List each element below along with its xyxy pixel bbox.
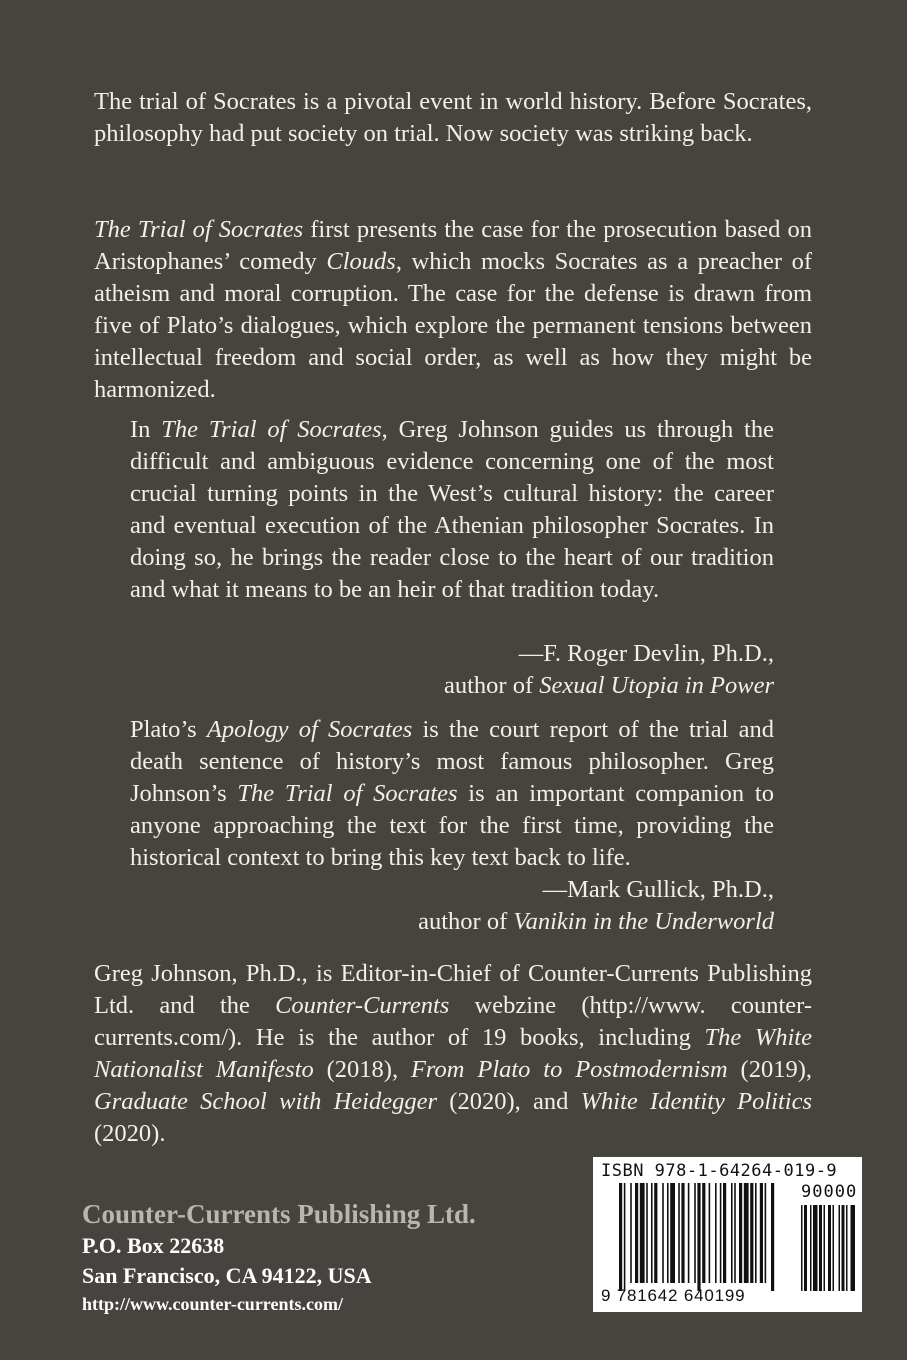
barcode-bar [670,1183,675,1283]
addon-bar [839,1205,841,1291]
blurb2-attribution-book: Vanikin in the Underworld [513,908,774,935]
bio-book-2: From Plato to Postmodernism [410,1056,728,1083]
barcode-bar [694,1183,696,1283]
bio-book-4: White Identity Politics [580,1088,813,1115]
barcode-bar [697,1183,700,1291]
barcode-bar [765,1183,767,1283]
publisher-url[interactable]: http://www.counter-currents.com/ [82,1294,343,1314]
barcode-bar [678,1183,680,1283]
isbn-label: ISBN 978-1-64264-019-9 [601,1161,838,1181]
blurb1-prefix: In [130,416,162,443]
blurb2-prefix: Plato’s [130,716,207,743]
summary-text-2: , which mocks Socrates as a preacher of atheism and moral corruption. The case for the defense is drawn from five of Plato’s dialogues, which explore the permanent tensions between intellectual freedom and social order, as well as how they might be harmonized. [94,248,812,403]
barcode-bar [750,1183,753,1283]
book-title-italic: The Trial of Socrates [94,216,304,243]
bio-book-1: The White Nationalist Manifesto [94,1024,812,1083]
blurb1-attribution [130,638,774,702]
barcode-bar [760,1183,763,1283]
ean-digits: 9 781642 640199 [601,1286,746,1305]
blurb2-attribution-book-line [130,906,774,938]
publisher-address-1: P.O. Box 22638 [82,1233,225,1258]
barcode-bar [739,1183,742,1283]
addon-bar [846,1205,848,1291]
addon-bar [819,1205,822,1291]
barcode-bar [715,1183,717,1283]
addon-bar [824,1205,826,1291]
addon-bar [851,1205,856,1291]
barcode-bar [734,1183,736,1283]
barcode-bar [688,1183,690,1283]
barcode-bar [624,1183,626,1291]
barcode-bar [654,1183,657,1283]
barcode-bar [651,1183,653,1283]
barcode-bar [640,1183,645,1283]
barcode-bar [619,1183,622,1291]
summary-text-1: first presents the case for the prosecution based on Aristophanes’ comedy [94,216,812,275]
barcode-bar [723,1183,726,1283]
barcode-bar [720,1183,722,1283]
blurb1-attribution-name: —F. Roger Devlin, Ph.D., [518,640,774,667]
addon-bar [813,1205,818,1291]
blurb2-text-1: is the court report of the trial and death sentence of history’s most famous philosopher. Greg Johnson’s [130,716,775,807]
addon-bar [842,1205,845,1291]
blurb-devlin [130,414,774,606]
barcode-bar [709,1183,711,1283]
bio-text-6: (2020). [94,1120,166,1147]
blurb1-attribution-prefix: author of [443,672,540,699]
blurb2-attribution [130,874,774,938]
publisher-block [82,1197,476,1317]
publisher-name: Counter-Currents Publishing Ltd. [82,1199,476,1229]
barcode-bar [744,1183,749,1283]
barcode-bar [731,1183,733,1283]
publisher-address-2: San Francisco, CA 94122, USA [82,1263,372,1288]
barcode-bar [755,1183,757,1283]
bio-text-5: (2020), and [437,1088,581,1115]
barcode-bar [681,1183,684,1283]
bio-book-3: Graduate School with Heidegger [94,1088,438,1115]
blurb-gullick [130,714,774,874]
blurb2-attribution-name: —Mark Gullick, Ph.D., [542,876,774,903]
barcode-bar [630,1183,632,1283]
bio-text-2: webzine (http://www. counter-currents.com/). He is the author of 19 books, including [94,992,812,1051]
blurb1-text: , Greg Johnson guides us through the difficult and ambiguous evidence concerning one of the most crucial turning points in the West’s cultural history: the career and eventual execution of the Athenian philosopher Socrates. In doing so, he brings the reader close to the heart of our tradition and what it means to be an heir of that tradition today. [130,416,774,603]
blurb1-attribution-book-line [130,670,774,702]
barcode-bar [635,1183,638,1283]
addon-bar [828,1205,831,1291]
barcode-bar [702,1183,705,1283]
barcode-bar [667,1183,669,1283]
clouds-title-italic: Clouds [326,248,396,275]
blurb1-attribution-book: Sexual Utopia in Power [539,672,774,699]
blurb2-attribution-prefix: author of [418,908,514,935]
barcode-bar [662,1183,664,1283]
blurb2-title-1: Apology of Socrates [206,716,413,743]
addon-bar [801,1205,803,1291]
isbn-barcode [593,1157,862,1312]
addon-bar [810,1205,812,1291]
barcode-bar [646,1183,648,1283]
blurb1-title: The Trial of Socrates [161,416,382,443]
author-bio [94,958,812,1150]
addon-bar [833,1205,835,1291]
blurb2-title-2: The Trial of Socrates [237,780,458,807]
addon-bar [804,1205,807,1291]
bio-text-3: (2018), [313,1056,411,1083]
bio-webzine: Counter-Currents [275,992,450,1019]
bio-text-4: (2019), [727,1056,812,1083]
barcode-bar [771,1183,774,1291]
summary-paragraph [94,214,812,406]
blurb2-text-2: is an important companion to anyone approaching the text for the first time, providing the historical context to bring this key text back to life. [130,780,774,871]
bio-text-1: Greg Johnson, Ph.D., is Editor-in-Chief of Counter-Currents Publishing Ltd. and the [94,960,812,1019]
intro-text: The trial of Socrates is a pivotal event in world history. Before Socrates, philosophy had put society on trial. Now society was striking back. [94,88,812,147]
intro-paragraph [94,86,812,150]
price-code: 90000 [801,1182,858,1202]
